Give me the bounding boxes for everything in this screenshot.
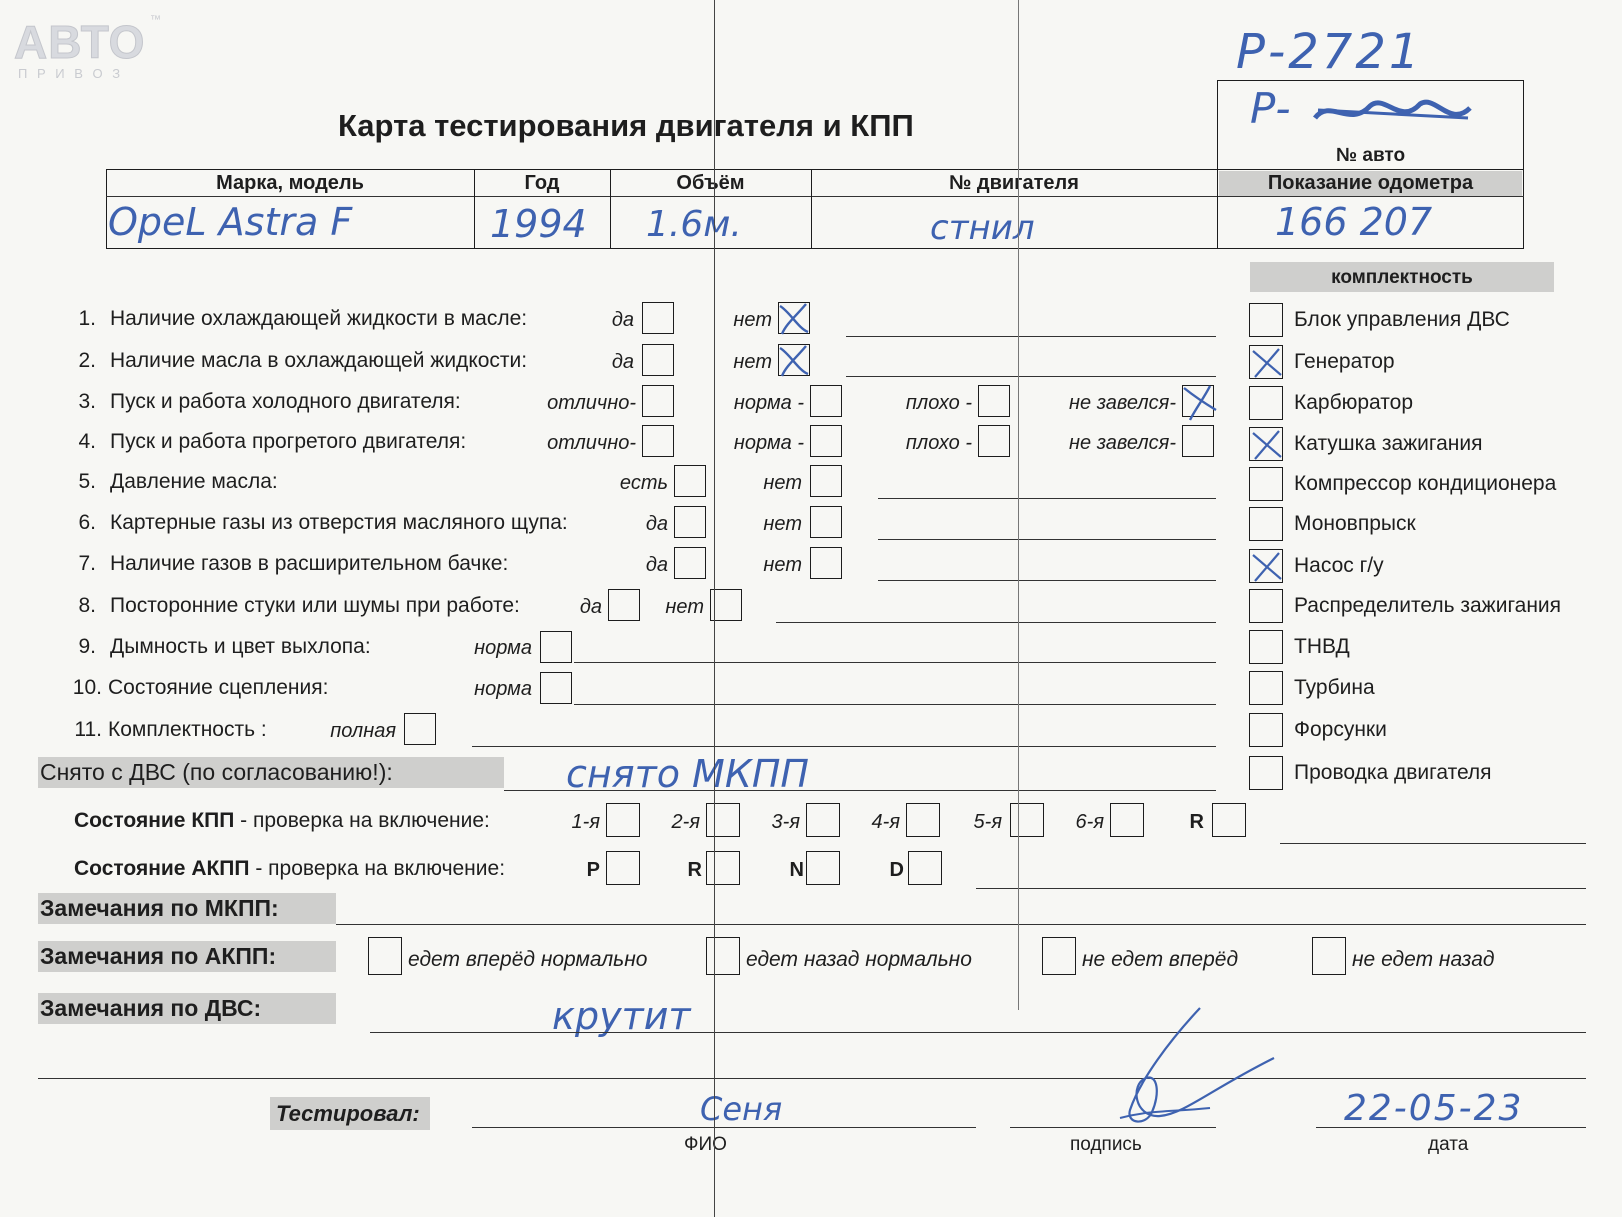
option-checkbox[interactable] xyxy=(810,385,842,417)
question-text: Картерные газы из отверстия масляного щупа: xyxy=(110,511,568,534)
value-volume: 1.6м. xyxy=(646,204,742,245)
logo-tm: ™ xyxy=(150,14,161,26)
signature-caption: подпись xyxy=(1070,1134,1142,1155)
akpp-remark-checkbox[interactable] xyxy=(1312,937,1346,975)
option-label: нет xyxy=(763,554,802,576)
check-mark-icon xyxy=(1180,380,1220,424)
option-checkbox[interactable] xyxy=(810,506,842,538)
question-number: 4. xyxy=(78,430,96,453)
komplektnost-item: Компрессор кондиционера xyxy=(1294,472,1557,495)
komplektnost-item: Форсунки xyxy=(1294,718,1387,741)
page-title: Карта тестирования двигателя и КПП xyxy=(338,108,914,143)
tested-label: Тестировал: xyxy=(276,1101,420,1126)
fio-caption: ФИО xyxy=(684,1134,727,1155)
akpp-remark-option: едет назад нормально xyxy=(746,948,972,971)
option-label: нет xyxy=(733,309,772,331)
remarks-dvs-label: Замечания по ДВС: xyxy=(40,995,262,1021)
answer-line xyxy=(776,622,1216,623)
gear-checkbox[interactable] xyxy=(706,803,740,837)
akpp-label-rest: - проверка на включение: xyxy=(249,857,506,880)
option-label: нет xyxy=(665,596,704,618)
gear-label: 3-я xyxy=(771,811,800,833)
komplektnost-checkbox[interactable] xyxy=(1249,671,1283,705)
gear-label: R xyxy=(1189,811,1204,833)
signature-line xyxy=(1010,1127,1216,1128)
removed-hand: снято МКПП xyxy=(566,752,809,796)
komplektnost-checkbox[interactable] xyxy=(1249,589,1283,623)
option-checkbox[interactable] xyxy=(642,385,674,417)
mode-checkbox[interactable] xyxy=(606,851,640,885)
removed-label: Снято с ДВС (по согласованию!): xyxy=(40,759,393,785)
option-checkbox[interactable] xyxy=(978,385,1010,417)
option-label: норма xyxy=(474,637,532,659)
col-header-year: Год xyxy=(524,172,560,194)
fio-line xyxy=(472,1127,976,1128)
check-mark-icon xyxy=(776,340,812,380)
option-checkbox[interactable] xyxy=(642,344,674,376)
komplektnost-item: Моновпрыск xyxy=(1294,512,1416,535)
komplektnost-item: Карбюратор xyxy=(1294,391,1414,414)
question-text: Посторонние стуки или шумы при работе: xyxy=(110,594,520,617)
mode-label: D xyxy=(889,859,904,881)
value-year: 1994 xyxy=(490,202,587,246)
kpp-label-rest: - проверка на включение: xyxy=(234,809,490,832)
answer-line xyxy=(878,498,1216,499)
tester-name-hand: Сеня xyxy=(700,1090,783,1128)
auto-number-label: № авто xyxy=(1335,145,1406,166)
akpp-remark-option: не едет назад xyxy=(1352,948,1495,971)
question-number: 9. xyxy=(78,635,96,658)
option-label: плохо - xyxy=(905,432,972,454)
option-checkbox[interactable] xyxy=(642,425,674,457)
check-mark-icon xyxy=(1249,345,1285,381)
option-label: нет xyxy=(733,351,772,373)
option-label: не завелся- xyxy=(1069,432,1176,454)
gear-checkbox[interactable] xyxy=(1010,803,1044,837)
akpp-remark-checkbox[interactable] xyxy=(706,937,740,975)
answer-line xyxy=(878,580,1216,581)
date-hand: 22-05-23 xyxy=(1344,1088,1524,1129)
komplektnost-item: Проводка двигателя xyxy=(1294,761,1492,784)
scribble-mark xyxy=(1310,88,1480,138)
gear-checkbox[interactable] xyxy=(1110,803,1144,837)
question-text: Дымность и цвет выхлопа: xyxy=(110,635,371,658)
question-text: Пуск и работа прогретого двигателя: xyxy=(110,430,467,453)
option-label: да xyxy=(645,554,668,576)
mode-checkbox[interactable] xyxy=(706,851,740,885)
komplektnost-checkbox[interactable] xyxy=(1249,386,1283,420)
col-header-odometer: Показание одометра xyxy=(1267,172,1474,194)
check-mark-icon xyxy=(776,298,812,338)
gear-label: 1-я xyxy=(571,811,600,833)
komplektnost-checkbox[interactable] xyxy=(1249,303,1283,337)
komplektnost-item: Насос г/у xyxy=(1294,554,1384,577)
answer-line xyxy=(504,790,1216,791)
question-number: 5. xyxy=(78,470,96,493)
answer-line xyxy=(1280,843,1586,844)
question-number: 6. xyxy=(78,511,96,534)
option-label: да xyxy=(611,351,634,373)
komplektnost-item: Распределитель зажигания xyxy=(1294,594,1562,617)
option-label: не завелся- xyxy=(1069,392,1176,414)
question-number: 2. xyxy=(78,349,96,372)
answer-line xyxy=(846,336,1216,337)
komplektnost-checkbox[interactable] xyxy=(1249,756,1283,790)
option-checkbox[interactable] xyxy=(540,631,572,663)
option-checkbox[interactable] xyxy=(674,506,706,538)
col-header-model: Марка, модель xyxy=(216,172,364,194)
table-header-line xyxy=(106,196,1524,197)
gear-checkbox[interactable] xyxy=(906,803,940,837)
option-checkbox[interactable] xyxy=(810,425,842,457)
remarks-akpp-label: Замечания по АКПП: xyxy=(40,943,277,969)
question-text: Давление масла: xyxy=(110,470,278,493)
logo-subtext: П Р И В О З xyxy=(18,66,124,81)
option-label: норма - xyxy=(733,392,804,414)
logo xyxy=(14,14,161,81)
logo-text: АВТО xyxy=(14,16,146,68)
komplektnost-item: Генератор xyxy=(1294,350,1395,373)
option-checkbox[interactable] xyxy=(810,547,842,579)
date-caption: дата xyxy=(1428,1134,1469,1155)
option-label: да xyxy=(611,309,634,331)
mode-label: P xyxy=(586,859,600,881)
value-odometer: 166 207 xyxy=(1275,200,1433,244)
paper-fold-line xyxy=(714,0,715,1217)
question-text: Наличие масла в охлаждающей жидкости: xyxy=(110,349,528,372)
option-checkbox[interactable] xyxy=(540,672,572,704)
question-number: 3. xyxy=(78,390,96,413)
komplektnost-item: Турбина xyxy=(1294,676,1375,699)
gear-checkbox[interactable] xyxy=(1212,803,1246,837)
option-label: да xyxy=(645,513,668,535)
col-header-engine-no: № двигателя xyxy=(949,172,1079,194)
question-text: Состояние сцепления: xyxy=(108,676,329,699)
option-label: нет xyxy=(763,472,802,494)
option-checkbox[interactable] xyxy=(1182,425,1214,457)
akpp-remark-checkbox[interactable] xyxy=(1042,937,1076,975)
option-checkbox[interactable] xyxy=(674,547,706,579)
section-divider xyxy=(38,1078,1586,1079)
answer-line xyxy=(878,539,1216,540)
option-checkbox[interactable] xyxy=(674,465,706,497)
answer-line xyxy=(336,924,1586,925)
answer-line xyxy=(976,888,1586,889)
auto-number-hand: Р-2721 xyxy=(1236,24,1423,80)
option-label: да xyxy=(579,596,602,618)
option-checkbox[interactable] xyxy=(404,713,436,745)
akpp-remark-option: едет вперёд нормально xyxy=(408,948,648,971)
akpp-remark-checkbox[interactable] xyxy=(368,937,402,975)
signature-image xyxy=(1060,1000,1290,1140)
option-label: норма xyxy=(474,678,532,700)
kpp-label-bold: Состояние КПП xyxy=(74,809,235,832)
komplektnost-checkbox[interactable] xyxy=(1249,630,1283,664)
auto-number-old-hand: Р- xyxy=(1250,84,1291,133)
option-label: нет xyxy=(763,513,802,535)
answer-line xyxy=(370,1032,1586,1033)
gear-checkbox[interactable] xyxy=(606,803,640,837)
remarks-mkpp-label: Замечания по МКПП: xyxy=(40,895,279,921)
question-number: 7. xyxy=(78,552,96,575)
answer-line xyxy=(574,662,1216,663)
option-checkbox[interactable] xyxy=(608,589,640,621)
question-text: Комплектность : xyxy=(108,718,267,741)
answer-line xyxy=(574,704,1216,705)
date-line xyxy=(1316,1127,1586,1128)
col-header-volume: Объём xyxy=(676,172,745,194)
komplektnost-item: ТНВД xyxy=(1294,635,1350,658)
kpp-label xyxy=(74,809,490,833)
option-checkbox[interactable] xyxy=(642,302,674,334)
komplektnost-item: Катушка зажигания xyxy=(1294,432,1483,455)
akpp-remark-option: не едет вперёд xyxy=(1082,948,1239,971)
komplektnost-checkbox[interactable] xyxy=(1249,467,1283,501)
option-label: плохо - xyxy=(905,392,972,414)
option-checkbox[interactable] xyxy=(810,465,842,497)
gear-checkbox[interactable] xyxy=(806,803,840,837)
gear-label: 4-я xyxy=(871,811,900,833)
question-text: Наличие охлаждающей жидкости в масле: xyxy=(110,307,528,330)
option-label: полная xyxy=(330,720,396,742)
mode-label: N xyxy=(789,859,804,881)
komplektnost-title: комплектность xyxy=(1331,267,1473,288)
komplektnost-item: Блок управления ДВС xyxy=(1294,308,1510,331)
answer-line xyxy=(472,746,1216,747)
mode-checkbox[interactable] xyxy=(908,851,942,885)
check-mark-icon xyxy=(1249,427,1285,463)
question-text: Пуск и работа холодного двигателя: xyxy=(110,390,461,413)
question-text: Наличие газов в расширительном бачке: xyxy=(110,552,509,575)
check-mark-icon xyxy=(1249,549,1285,585)
option-label: отлично- xyxy=(547,392,636,414)
komplektnost-checkbox[interactable] xyxy=(1249,507,1283,541)
question-number: 1. xyxy=(78,307,96,330)
option-checkbox[interactable] xyxy=(978,425,1010,457)
value-model: OpeL Astra F xyxy=(108,200,353,244)
option-label: отлично- xyxy=(547,432,636,454)
komplektnost-checkbox[interactable] xyxy=(1249,713,1283,747)
gear-label: 2-я xyxy=(671,811,700,833)
answer-line xyxy=(846,376,1216,377)
gear-label: 6-я xyxy=(1075,811,1104,833)
remarks-dvs-hand: крутит xyxy=(552,994,691,1038)
value-engine-no: стнил xyxy=(930,208,1035,248)
mode-checkbox[interactable] xyxy=(806,851,840,885)
paper-fold-line xyxy=(1018,0,1019,1010)
akpp-label xyxy=(74,857,505,881)
question-number: 10. xyxy=(72,676,102,699)
question-number: 11. xyxy=(74,718,102,741)
question-number: 8. xyxy=(78,594,96,617)
akpp-label-bold: Состояние АКПП xyxy=(74,857,250,880)
option-label: есть xyxy=(619,472,668,494)
option-label: норма - xyxy=(733,432,804,454)
mode-label: R xyxy=(687,859,702,881)
gear-label: 5-я xyxy=(973,811,1002,833)
